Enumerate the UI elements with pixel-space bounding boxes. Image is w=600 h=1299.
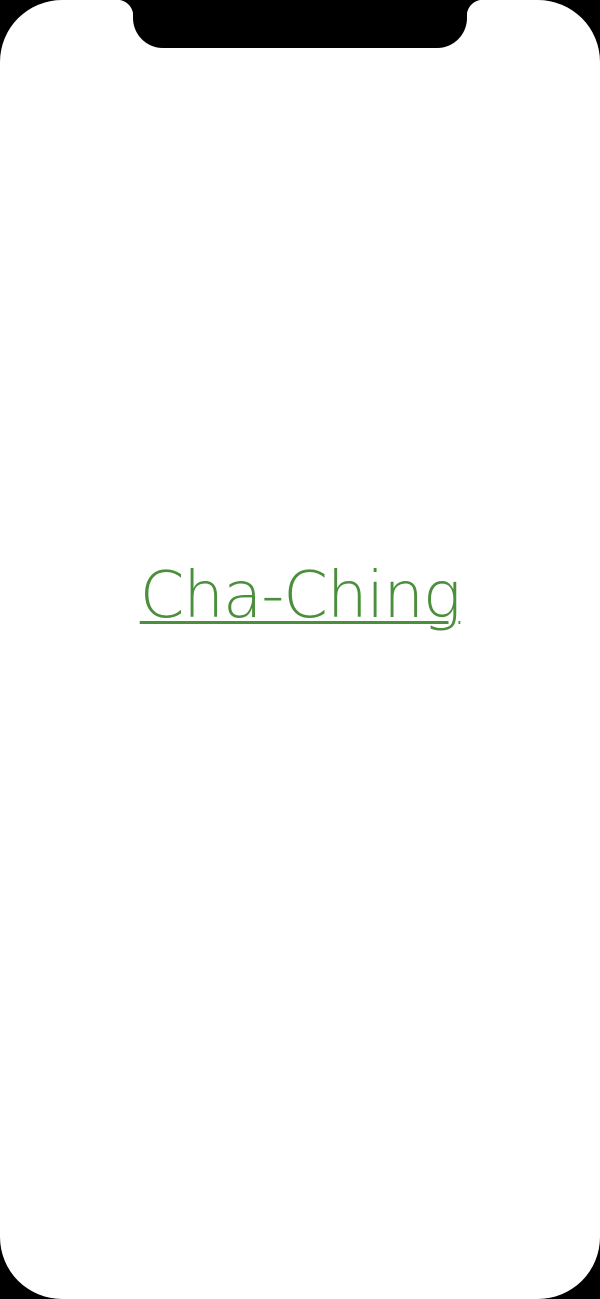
app-title-link[interactable]: Cha-Ching (139, 559, 461, 633)
device-notch (133, 0, 467, 48)
notch-corner-right (467, 0, 483, 16)
notch-corner-left (117, 0, 133, 16)
